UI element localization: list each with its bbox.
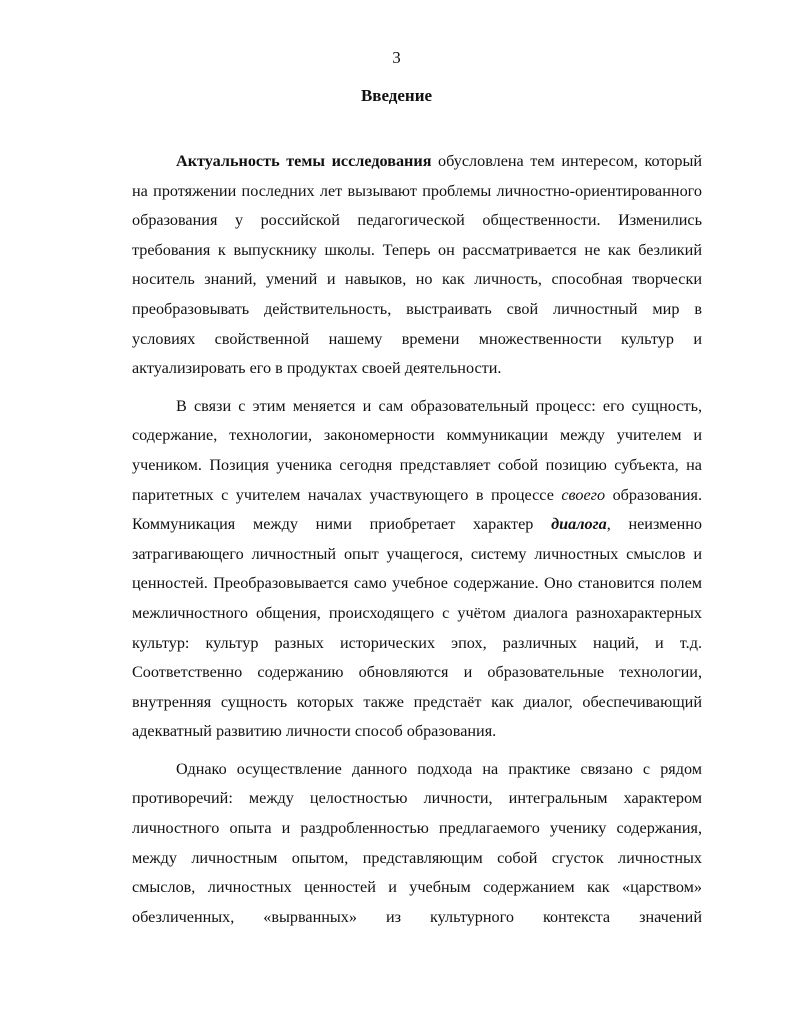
page-number: 3 [392,48,401,67]
paragraph-contradictions [132,755,702,933]
contradictions-text: Однако осуществление данного подхода на практике связано с рядом противоречий: между целостностью личности, интегральным характером личностного опыта и раздробленностью предлагаемого ученику содержания, между личностным опытом, представляющим собой сгусток личностных смыслов, личностных ценностей и учебным содержанием как «царством» обезличенных, «вырванных» из культурного контекста значений [132,759,702,926]
process-text-part3: , неизменно затрагивающего личностный опыт учащегося, систему личностных смыслов и ценностей. Преобразовывается само учебное содержание. Оно становится полем межличностного общения, происходящего с учётом диалога разнохарактерных культур: культур разных исторических эпох, различных наций, и т.д. Соответственно содержанию обновляются и образовательные технологии, внутренняя сущность которых также предстаёт как диалог, обеспечивающий адекватный развитию личности способ образования. [132,515,702,741]
relevance-lead: Актуальность темы исследования [176,152,432,170]
page-title: Введение [360,86,433,105]
paragraph-educational-process [132,392,702,747]
process-bold-italic-word: диалога [551,515,607,534]
paragraph-relevance [132,147,702,384]
process-text-part2: образования. Коммуникация между ними приобретает характер [132,485,702,534]
process-text-part1: В связи с этим меняется и сам образовательный процесс: его сущность, содержание, технологии, закономерности коммуникации между учителем и учеником. Позиция ученика сегодня представляет собой позицию субъекта, на паритетных с учителем началах участвующего в процессе [132,396,702,504]
relevance-text: обусловлена тем интересом, который на протяжении последних лет вызывают проблемы личностно-ориентированного образования у российской педагогической общественности. Изменились требования к выпускнику школы. Теперь он рассматривается не как безликий носитель знаний, умений и навыков, но как личность, способная творчески преобразовывать действительность, выстраивать свой личностный мир в условиях свойственной нашему времени множественности культур и актуализировать его в продуктах своей деятельности. [132,152,702,378]
document-body [132,147,702,932]
process-italic-word: своего [561,485,606,504]
